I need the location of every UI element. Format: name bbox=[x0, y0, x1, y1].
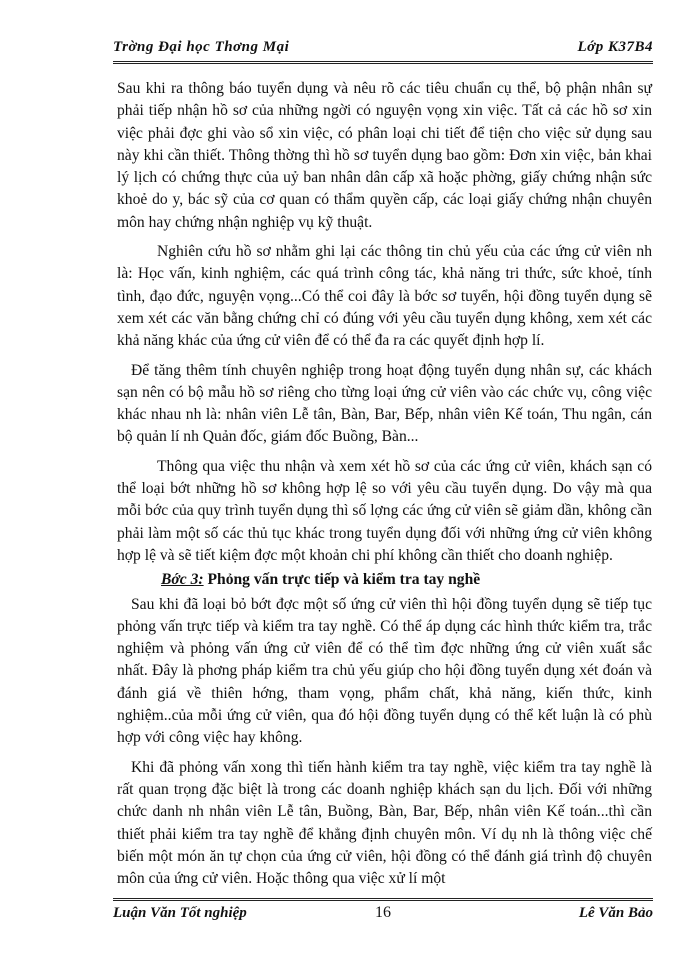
paragraph-5: Sau khi đã loại bỏ bớt đợc một số ứng cử viên thì hội đồng tuyển dụng sẽ tiếp tục phỏng vấn trực tiếp và kiểm tra tay nghề. Có thể áp dụng các hình thức kiểm tra, trắc nghiệm và phỏng vấn ứng cử viên để có thể tìm đợc những ứng cử viên xuất sắc nhất. Đây là phơng pháp kiểm tra chủ yếu giúp cho hội đồng tuyển dụng xét đoán và đánh giá về thiên hớng, tham vọng, phẩm chất, khả năng, kiến thức, kinh nghiệm..của mỗi ứng cử viên, qua đó hội đồng tuyển dụng có thể kết luận là có phù hợp với công việc hay không. bbox=[117, 595, 652, 747]
paragraph-4: Thông qua việc thu nhận và xem xét hồ sơ của các ứng cử viên, khách sạn có thể loại bớt những hồ sơ không hợp lệ so với yêu cầu tuyển dụng. Do vậy mà qua mỗi bớc của quy trình tuyển dụng thì số lợng các ứng cử viên sẽ giảm dần, không cần phải làm một số các thủ tục khác trong tuyển dụng đối với những ứng cử viên không hợp lệ và sẽ tiết kiệm đợc một khoản chi phí không cần thiết cho doanh nghiệp. bbox=[117, 457, 652, 564]
heading-title: Phỏng vấn trực tiếp và kiểm tra tay nghề bbox=[203, 571, 481, 589]
document-body bbox=[117, 78, 652, 897]
section-heading bbox=[117, 569, 652, 591]
page-header bbox=[113, 37, 653, 64]
page-footer bbox=[113, 898, 653, 925]
heading-step-label: Bớc 3: bbox=[161, 571, 204, 589]
paragraph-2: Nghiên cứu hồ sơ nhằm ghi lại các thông tin chủ yếu của các ứng cử viên nh là: Học vấn, kinh nghiệm, các quá trình công tác, khả năng tri thức, sức khoẻ, tính tình, đạo đức, nguyện vọng...Có thể coi đây là bớc sơ tuyển, hội đồng tuyển dụng sẽ xem xét các văn bằng chứng chỉ có đúng với yêu cầu tuyển dụng không, xem xét các khả năng khác của ứng cử viên để có thể đa ra các quyết định hợp lí. bbox=[117, 243, 652, 350]
page-number: 16 bbox=[375, 904, 391, 921]
header-class-code: Lớp K37B4 bbox=[577, 39, 653, 55]
footer-document-type: Luận Văn Tốt nghiệp bbox=[113, 905, 247, 921]
header-school-name: Trờng Đại học Thơng Mại bbox=[113, 39, 290, 55]
footer-author-name: Lê Văn Bảo bbox=[578, 905, 653, 921]
paragraph-3: Để tăng thêm tính chuyên nghiệp trong hoạt động tuyển dụng nhân sự, các khách sạn nên có bộ mẫu hồ sơ riêng cho từng loại ứng cử viên vào các chức vụ, công việc khác nhau nh là: nhân viên Lễ tân, Bàn, Bar, Bếp, nhân viên Kế toán, Thu ngân, cán bộ quản lí nh Quản đốc, giám đốc Buồng, Bàn... bbox=[117, 361, 652, 446]
paragraph-1: Sau khi ra thông báo tuyển dụng và nêu rõ các tiêu chuẩn cụ thể, bộ phận nhân sự phải tiếp nhận hồ sơ của những ngời có nguyện vọng xin việc. Tất cả các hồ sơ xin việc phải đợc ghi vào sổ xin việc, có phân loại chi tiết để tiện cho việc sử dụng sau này khi cần thiết. Thông thờng thì hồ sơ tuyển dụng bao gồm: Đơn xin việc, bản khai lý lịch có chứng thực của uỷ ban nhân dân cấp xã hoặc phờng, giấy chứng nhận sức khoẻ do y, bác sỹ của cơ quan có thẩm quyền cấp, các loại giấy chứng nhận chuyên môn hay chứng nhận nghiệp vụ kỹ thuật. bbox=[117, 80, 652, 231]
paragraph-6: Khi đã phỏng vấn xong thì tiến hành kiểm tra tay nghề, việc kiểm tra tay nghề là rất quan trọng đặc biệt là trong các doanh nghiệp khách sạn du lịch. Đối với những chức danh nh nhân viên Lễ tân, Buồng, Bàn, Bar, Bếp, nhân viên Kế toán...thì cần thiết phải kiểm tra tay nghề để khẳng định chuyên môn. Ví dụ nh là thông việc chế biến một món ăn tự chọn của ứng cử viên, hội đồng có thể đánh giá trình độ chuyên môn của ứng cử viên. Hoặc thông qua việc xử lí một bbox=[117, 758, 652, 888]
